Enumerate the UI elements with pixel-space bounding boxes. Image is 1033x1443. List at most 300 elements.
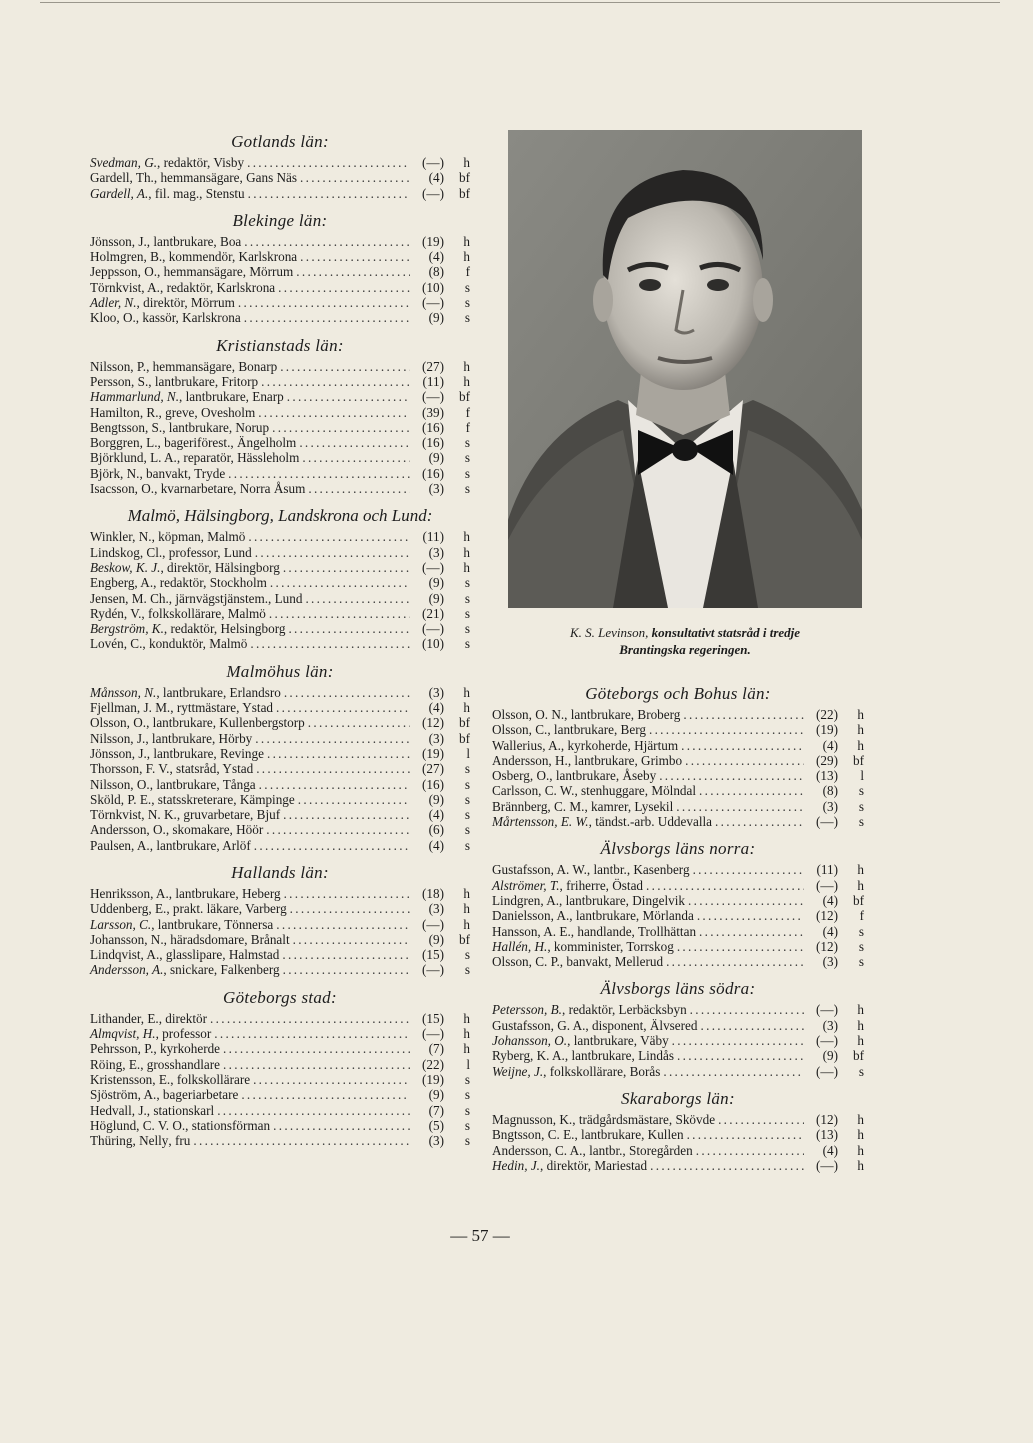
entry-detail: , kvarnarbetare, Norra Åsum (154, 481, 306, 497)
entry-code: bf (459, 170, 470, 186)
dot-leader (214, 1103, 410, 1118)
entry-detail: , professor, Lund (162, 544, 252, 560)
entry-number: (16) (422, 435, 444, 451)
entry-name: Olsson, O. (90, 715, 147, 731)
entry-detail: , snickare, Falkenberg (163, 962, 280, 978)
entry-number: (—) (422, 621, 444, 637)
dot-leader (247, 636, 410, 651)
entry-detail: , fru (168, 1133, 191, 1149)
dot-leader (680, 707, 804, 722)
section-entries (492, 707, 864, 829)
entry-name: Borggren, L. (90, 435, 158, 451)
dot-leader (687, 1002, 804, 1017)
entry-number: (—) (422, 185, 444, 201)
entry-code: s (464, 636, 470, 652)
dot-leader (279, 947, 410, 962)
top-rule (40, 2, 1000, 3)
entry-detail: , ryttmästare, Ystad (170, 700, 274, 716)
section-entries (492, 1002, 864, 1078)
entry-detail: , lantbrukare, Tönnersa (151, 916, 274, 932)
entry-name: Weijne, J. (492, 1063, 544, 1079)
entry-detail: , lantbrukare, Erlandsro (156, 684, 281, 700)
entry-name: Höglund, C. V. O. (90, 1117, 186, 1133)
entry-number: (9) (428, 791, 444, 807)
entry-detail: , reparatör, Hässleholm (176, 450, 300, 466)
list-item (90, 1103, 470, 1118)
entry-name: Osberg, O. (492, 768, 550, 784)
entry-detail: , professor (155, 1026, 212, 1042)
entry-number: (—) (816, 1157, 838, 1173)
entry-number: (—) (422, 295, 444, 311)
entry-name: Holmgren, B. (90, 249, 163, 265)
entry-code: s (464, 575, 470, 591)
entry-number: (19) (422, 1071, 444, 1087)
entry-number: (6) (428, 822, 444, 838)
dot-leader (263, 822, 410, 837)
entry-name: Gardell, A. (90, 185, 149, 201)
entry-code: s (464, 837, 470, 853)
entry-code: f (859, 908, 864, 924)
entry-number: (—) (422, 559, 444, 575)
entry-name: Beskow, K. J. (90, 559, 161, 575)
list-item (492, 862, 864, 877)
entry-number: (10) (422, 279, 444, 295)
list-item (492, 954, 864, 969)
entry-number: (3) (428, 901, 444, 917)
entry-number: (9) (428, 1087, 444, 1103)
entry-code: h (463, 529, 470, 545)
entry-number: (9) (822, 1048, 838, 1064)
dot-leader (281, 685, 410, 700)
entry-number: (—) (816, 1033, 838, 1049)
entry-code: bf (459, 931, 470, 947)
entry-name: Nilsson, J. (90, 730, 146, 746)
section-title: Blekinge län: (232, 210, 328, 230)
entry-name: Röing, E. (90, 1056, 141, 1072)
list-item (90, 685, 470, 700)
list-item (492, 924, 864, 939)
entry-detail: , lantbrukare, Åseby (549, 768, 657, 784)
entry-code: h (857, 1142, 864, 1158)
portrait-image (508, 130, 862, 608)
list-item (90, 1057, 470, 1072)
dot-leader (663, 954, 804, 969)
dot-leader (284, 389, 410, 404)
dot-leader (299, 450, 410, 465)
dot-leader (250, 1072, 410, 1087)
entry-number: (27) (422, 358, 444, 374)
entry-number: (7) (428, 1041, 444, 1057)
list-item (492, 783, 864, 798)
entry-detail: , lantbrukare, Broberg (564, 707, 681, 722)
entry-number: (3) (822, 954, 838, 970)
entry-detail: , lantbrukare, Fritorp (148, 373, 259, 389)
list-item (90, 917, 470, 932)
entry-code: h (463, 249, 470, 265)
dot-leader (690, 862, 804, 877)
entry-detail: , stationsförman (185, 1117, 271, 1133)
entry-number: (11) (422, 529, 444, 545)
entry-name: Persson, S. (90, 373, 149, 389)
entry-detail: , redaktör, Visby (157, 155, 245, 170)
entry-detail: , lantbrukare, Berg (547, 722, 646, 738)
entry-number: (—) (422, 1026, 444, 1042)
list-item (90, 420, 470, 435)
entry-detail: , redaktör, Lerbäcksbyn (561, 1002, 687, 1018)
entry-name: Fjellman, J. M. (90, 700, 171, 716)
entry-name: Olsson, C. P. (492, 954, 560, 970)
dot-leader (225, 466, 410, 481)
section-entries (90, 1011, 470, 1149)
entry-name: Andersson, A. (90, 962, 164, 978)
dot-leader (287, 901, 410, 916)
dot-leader (698, 1018, 805, 1033)
entry-code: s (858, 923, 864, 939)
dot-leader (275, 280, 410, 295)
list-item (492, 799, 864, 814)
list-item (492, 893, 864, 908)
entry-number: (9) (428, 931, 444, 947)
entry-name: Jensen, M. Ch. (90, 590, 169, 606)
list-item (90, 280, 470, 295)
dot-leader (647, 1158, 804, 1173)
list-item (492, 1018, 864, 1033)
list-item (492, 1112, 864, 1127)
section-title: Hallands län: (231, 862, 329, 882)
list-item (492, 753, 864, 768)
dot-leader (674, 939, 804, 954)
entry-name: Isacsson, O. (90, 481, 155, 497)
entry-detail: , komminister, Torrskog (547, 938, 674, 954)
dot-leader (252, 545, 410, 560)
entry-detail: , grosshandlare (140, 1056, 221, 1072)
entry-detail: , lantbrukare, Väby (567, 1033, 669, 1049)
entry-detail: , lantbrukare, Arlöf (149, 837, 251, 853)
dot-leader (715, 1112, 804, 1127)
section-entries (90, 155, 470, 201)
entry-number: (4) (428, 837, 444, 853)
dot-leader (238, 1087, 410, 1102)
entry-code: s (464, 1087, 470, 1103)
entry-number: (7) (428, 1102, 444, 1118)
section-title: Skaraborgs län: (621, 1088, 735, 1108)
list-item (90, 374, 470, 389)
list-item (90, 932, 470, 947)
entry-number: (19) (816, 722, 838, 738)
dot-leader (674, 1048, 804, 1063)
entry-code: s (464, 791, 470, 807)
entry-name: Gustafsson, A. W. (492, 862, 587, 878)
entry-number: (12) (816, 938, 838, 954)
list-item (90, 792, 470, 807)
entry-code: h (857, 1111, 864, 1127)
dot-leader (245, 186, 410, 201)
entry-detail: , hemmansägare, Mörrum (157, 264, 294, 280)
entry-number: (8) (822, 783, 838, 799)
entry-name: Paulsen, A. (90, 837, 150, 853)
entry-detail: , gruvarbetare, Bjuf (176, 807, 281, 823)
dot-leader (297, 249, 410, 264)
entry-name: Danielsson, A. (492, 908, 570, 924)
entry-detail: , lantbrukare, Grimbo (567, 752, 683, 768)
entry-code: s (464, 1117, 470, 1133)
dot-leader (685, 893, 804, 908)
entry-code: l (860, 768, 864, 784)
portrait-photo (508, 130, 862, 608)
entry-name: Johansson, O. (492, 1033, 568, 1049)
entry-code: h (463, 1026, 470, 1042)
entry-code: s (464, 1133, 470, 1149)
entry-name: Olsson, C. (492, 722, 548, 738)
dot-leader (255, 405, 410, 420)
entry-detail: , disponent, Älvsered (585, 1017, 698, 1033)
entry-code: s (858, 814, 864, 830)
entry-code: bf (853, 1048, 864, 1064)
entry-detail: , lantbrukare, Lindås (564, 1048, 674, 1064)
entry-code: bf (853, 752, 864, 768)
entry-detail: , kassör, Karlskrona (135, 310, 241, 326)
entry-name: Björk, N. (90, 465, 140, 481)
list-item (492, 878, 864, 893)
entry-name: Jeppsson, O. (90, 264, 158, 280)
entry-number: (10) (422, 636, 444, 652)
dot-leader (220, 1041, 410, 1056)
list-item (90, 1041, 470, 1056)
entry-detail: , lantbrukare, Tånga (149, 776, 256, 792)
entry-detail: , lantbrukare, Norup (162, 419, 270, 435)
section-entries (492, 862, 864, 969)
entry-code: s (464, 295, 470, 311)
list-item (90, 359, 470, 374)
list-item (90, 234, 470, 249)
entry-code: f (465, 419, 470, 435)
list-item (492, 939, 864, 954)
list-item (492, 738, 864, 753)
entry-code: s (464, 590, 470, 606)
section-title: Göteborgs stad: (223, 987, 337, 1007)
list-item (90, 466, 470, 481)
entry-detail: , prakt. läkare, Varberg (166, 901, 287, 917)
dot-leader (241, 310, 410, 325)
entry-detail: , direktör, Hälsingborg (160, 559, 280, 575)
list-item (90, 621, 470, 636)
dot-leader (269, 420, 410, 435)
entry-name: Lithander, E. (90, 1010, 159, 1026)
list-item (90, 264, 470, 279)
list-item (90, 481, 470, 496)
section-entries (492, 1112, 864, 1173)
entry-detail: , direktör (158, 1010, 208, 1026)
entry-number: (13) (816, 768, 838, 784)
entry-name: Törnkvist, A. (90, 279, 160, 295)
entry-name: Bergström, K. (90, 621, 164, 637)
list-item (90, 170, 470, 185)
dot-leader (280, 962, 410, 977)
dot-leader (290, 932, 410, 947)
list-item (90, 807, 470, 822)
list-item (90, 591, 470, 606)
section-entries (90, 886, 470, 978)
entry-code: s (858, 798, 864, 814)
list-item (90, 606, 470, 621)
entry-number: (4) (822, 1142, 838, 1158)
dot-leader (693, 1143, 804, 1158)
entry-code: h (857, 737, 864, 753)
entry-code: h (463, 358, 470, 374)
entry-detail: , lantbrukare, Enarp (179, 389, 284, 405)
entry-number: (4) (428, 170, 444, 186)
dot-leader (297, 170, 410, 185)
list-item (90, 249, 470, 264)
entry-code: h (857, 1002, 864, 1018)
entry-code: s (464, 1102, 470, 1118)
section-title: Gotlands län: (231, 132, 329, 151)
entry-name: Svedman, G. (90, 155, 158, 170)
entry-detail: , skomakare, Höör (165, 822, 264, 838)
entry-code: h (463, 155, 470, 170)
dot-leader (253, 761, 410, 776)
entry-code: bf (459, 730, 470, 746)
entry-detail: , statsskreterare, Kämpinge (151, 791, 295, 807)
dot-leader (273, 917, 410, 932)
list-item (492, 1158, 864, 1173)
entry-number: (9) (428, 590, 444, 606)
entry-name: Henriksson, A. (90, 885, 169, 901)
entry-code: s (464, 605, 470, 621)
list-item (492, 707, 864, 722)
dot-leader (267, 575, 410, 590)
entry-name: Bengtsson, S. (90, 419, 163, 435)
entry-name: Jönsson, J. (90, 233, 147, 249)
entry-name: Wallerius, A. (492, 737, 561, 753)
entry-number: (15) (422, 1010, 444, 1026)
entry-detail: , redaktör, Helsingborg (163, 621, 286, 637)
entry-code: s (464, 947, 470, 963)
entry-detail: , lantbrukare, Mörlanda (569, 908, 694, 924)
entry-code: s (464, 465, 470, 481)
dot-leader (696, 783, 804, 798)
list-item (90, 389, 470, 404)
dot-leader (281, 886, 410, 901)
list-item (90, 947, 470, 962)
entry-code: h (463, 1041, 470, 1057)
entry-detail: , lantbrukare, Dingelvik (559, 892, 686, 908)
entry-name: Månsson, N. (90, 684, 157, 700)
entry-number: (3) (822, 798, 838, 814)
entry-detail: , greve, Ovesholm (158, 404, 256, 420)
entry-detail: , statsråd, Ystad (169, 761, 254, 777)
entry-code: h (857, 1017, 864, 1033)
entry-detail: , häradsdomare, Brånalt (163, 931, 290, 947)
entry-number: (—) (422, 962, 444, 978)
dot-leader (266, 606, 410, 621)
list-item (90, 901, 470, 916)
entry-name: Hedvall, J. (90, 1102, 147, 1118)
entry-name: Andersson, C. A. (492, 1142, 583, 1158)
entry-number: (—) (422, 389, 444, 405)
dot-leader (251, 838, 410, 853)
entry-number: (27) (422, 761, 444, 777)
list-item (90, 560, 470, 575)
entry-name: Andersson, O. (90, 822, 166, 838)
entry-number: (16) (422, 419, 444, 435)
section-title: Malmö, Hälsingborg, Landskrona och Lund: (127, 506, 433, 526)
entry-code: h (857, 722, 864, 738)
dot-leader (669, 1033, 804, 1048)
dot-leader (696, 924, 804, 939)
entry-number: (29) (816, 752, 838, 768)
entry-code: h (463, 885, 470, 901)
dot-leader (190, 1133, 410, 1148)
entry-number: (3) (428, 544, 444, 560)
entry-name: Lovén, C. (90, 636, 143, 652)
list-item (90, 295, 470, 310)
entry-detail: , lantbr., Storegården (582, 1142, 693, 1158)
entry-name: Hansson, A. E. (492, 923, 571, 939)
dot-leader (673, 799, 804, 814)
entry-number: (9) (428, 310, 444, 326)
entry-detail: , lantbr., Kasenberg (586, 862, 690, 878)
section-title: Malmöhus län: (226, 661, 334, 681)
page-number: — 57 — (450, 1226, 510, 1245)
dot-leader (211, 1026, 410, 1041)
left-column (90, 128, 470, 1154)
section-title: Kristianstads län: (216, 335, 344, 355)
list-item (90, 545, 470, 560)
entry-number: (4) (428, 249, 444, 265)
entry-number: (19) (422, 745, 444, 761)
entry-number: (16) (422, 776, 444, 792)
entry-detail: , lantbrukare, Kullen (574, 1127, 684, 1143)
entry-name: Pehrsson, P. (90, 1041, 154, 1057)
entry-name: Thorsson, F. V. (90, 761, 170, 777)
entry-detail: , kyrkoherde, Hjärtum (560, 737, 679, 753)
caption-line2: Brantingska regeringen. (619, 642, 751, 657)
entry-number: (8) (428, 264, 444, 280)
entry-number: (11) (422, 373, 444, 389)
entry-number: (11) (816, 862, 838, 878)
list-item (492, 768, 864, 783)
section-title: Älvsborgs läns norra: (600, 839, 756, 859)
entry-name: Lindskog, Cl. (90, 544, 163, 560)
entry-number: (19) (422, 233, 444, 249)
entry-code: h (463, 233, 470, 249)
entry-number: (4) (822, 892, 838, 908)
dot-leader (280, 807, 410, 822)
entry-code: h (857, 1157, 864, 1173)
list-item (90, 310, 470, 325)
entry-number: (4) (822, 737, 838, 753)
entry-name: Sköld, P. E. (90, 791, 152, 807)
list-item (90, 715, 470, 730)
list-item (90, 761, 470, 776)
entry-name: Uddenberg, E. (90, 901, 167, 917)
entry-detail: , hemmansägare, Gans Näs (153, 170, 298, 186)
entry-name: Alströmer, T. (492, 877, 560, 893)
entry-code: s (464, 450, 470, 466)
dot-leader (656, 768, 804, 783)
entry-number: (—) (816, 814, 838, 830)
entry-number: (39) (422, 404, 444, 420)
entry-detail: , lantbrukare, Revinge (146, 745, 264, 761)
entry-code: bf (459, 715, 470, 731)
entry-detail: , bageriarbetare (156, 1087, 239, 1103)
dot-leader (678, 738, 804, 753)
dot-leader (207, 1011, 410, 1026)
list-item (90, 962, 470, 977)
list-item (492, 1143, 864, 1158)
entry-number: (—) (422, 155, 444, 170)
